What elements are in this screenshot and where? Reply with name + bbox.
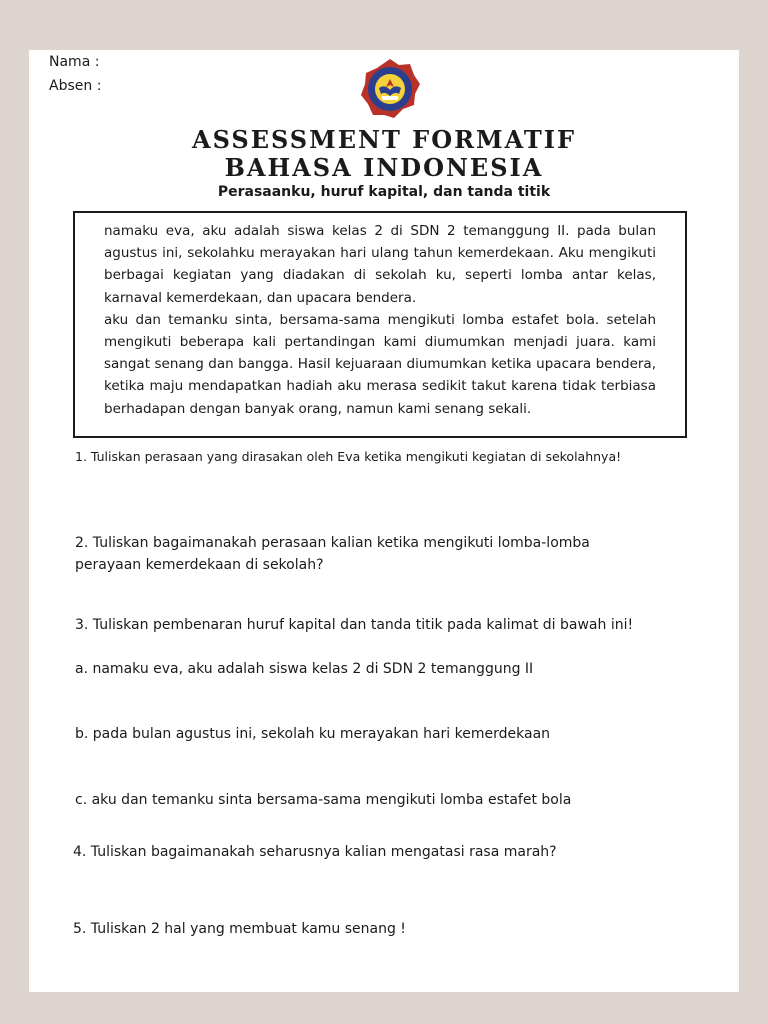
question-1: 1. Tuliskan perasaan yang dirasakan oleh Eva ketika mengikuti kegiatan di sekolahnya! [75,449,622,464]
story-paragraph-1: namaku eva, aku adalah siswa kelas 2 di SDN 2 temanggung II. pada bulan agustus ini, sekolahku merayakan hari ulang tahun kemerdekaan. Aku mengikuti berbagai kegiatan yang diadakan di sekolah ku, seperti lomba antar kelas, karnaval kemerdekaan, dan upacara bendera. [104,223,656,306]
nama-label: Nama : [49,54,100,70]
story-box [73,211,687,438]
worksheet-page [29,50,739,992]
absen-label: Absen : [49,78,102,94]
question-3c: c. aku dan temanku sinta bersama-sama mengikuti lomba estafet bola [75,792,572,808]
question-3a: a. namaku eva, aku adalah siswa kelas 2 di SDN 2 temanggung II [75,661,534,677]
question-2: 2. Tuliskan bagaimanakah perasaan kalian ketika mengikuti lomba-lomba perayaan kemerdekaan di sekolah? [75,535,590,573]
question-3b: b. pada bulan agustus ini, sekolah ku merayakan hari kemerdekaan [75,726,551,742]
story-paragraph-2: aku dan temanku sinta, bersama-sama mengikuti lomba estafet bola. setelah mengikuti beberapa kali pertandingan kami diumumkan menjadi juara. kami sangat senang dan bangga. Hasil kejuaraan diumumkan ketika upacara bendera, ketika maju mendapatkan hadiah aku merasa sedikit takut karena tidak terbiasa berhadapan dengan banyak orang, namun kami senang sekali. [104,311,656,417]
subtitle: Perasaanku, huruf kapital, dan tanda titik [217,184,551,200]
title-line-2: BAHASA INDONESIA [224,153,544,182]
question-5: 5. Tuliskan 2 hal yang membuat kamu senang ! [73,921,406,937]
school-logo-icon [359,58,421,120]
question-3: 3. Tuliskan pembenaran huruf kapital dan tanda titik pada kalimat di bawah ini! [75,617,634,633]
question-4: 4. Tuliskan bagaimanakah seharusnya kalian mengatasi rasa marah? [73,844,557,860]
title-line-1: ASSESSMENT FORMATIF [191,125,577,154]
